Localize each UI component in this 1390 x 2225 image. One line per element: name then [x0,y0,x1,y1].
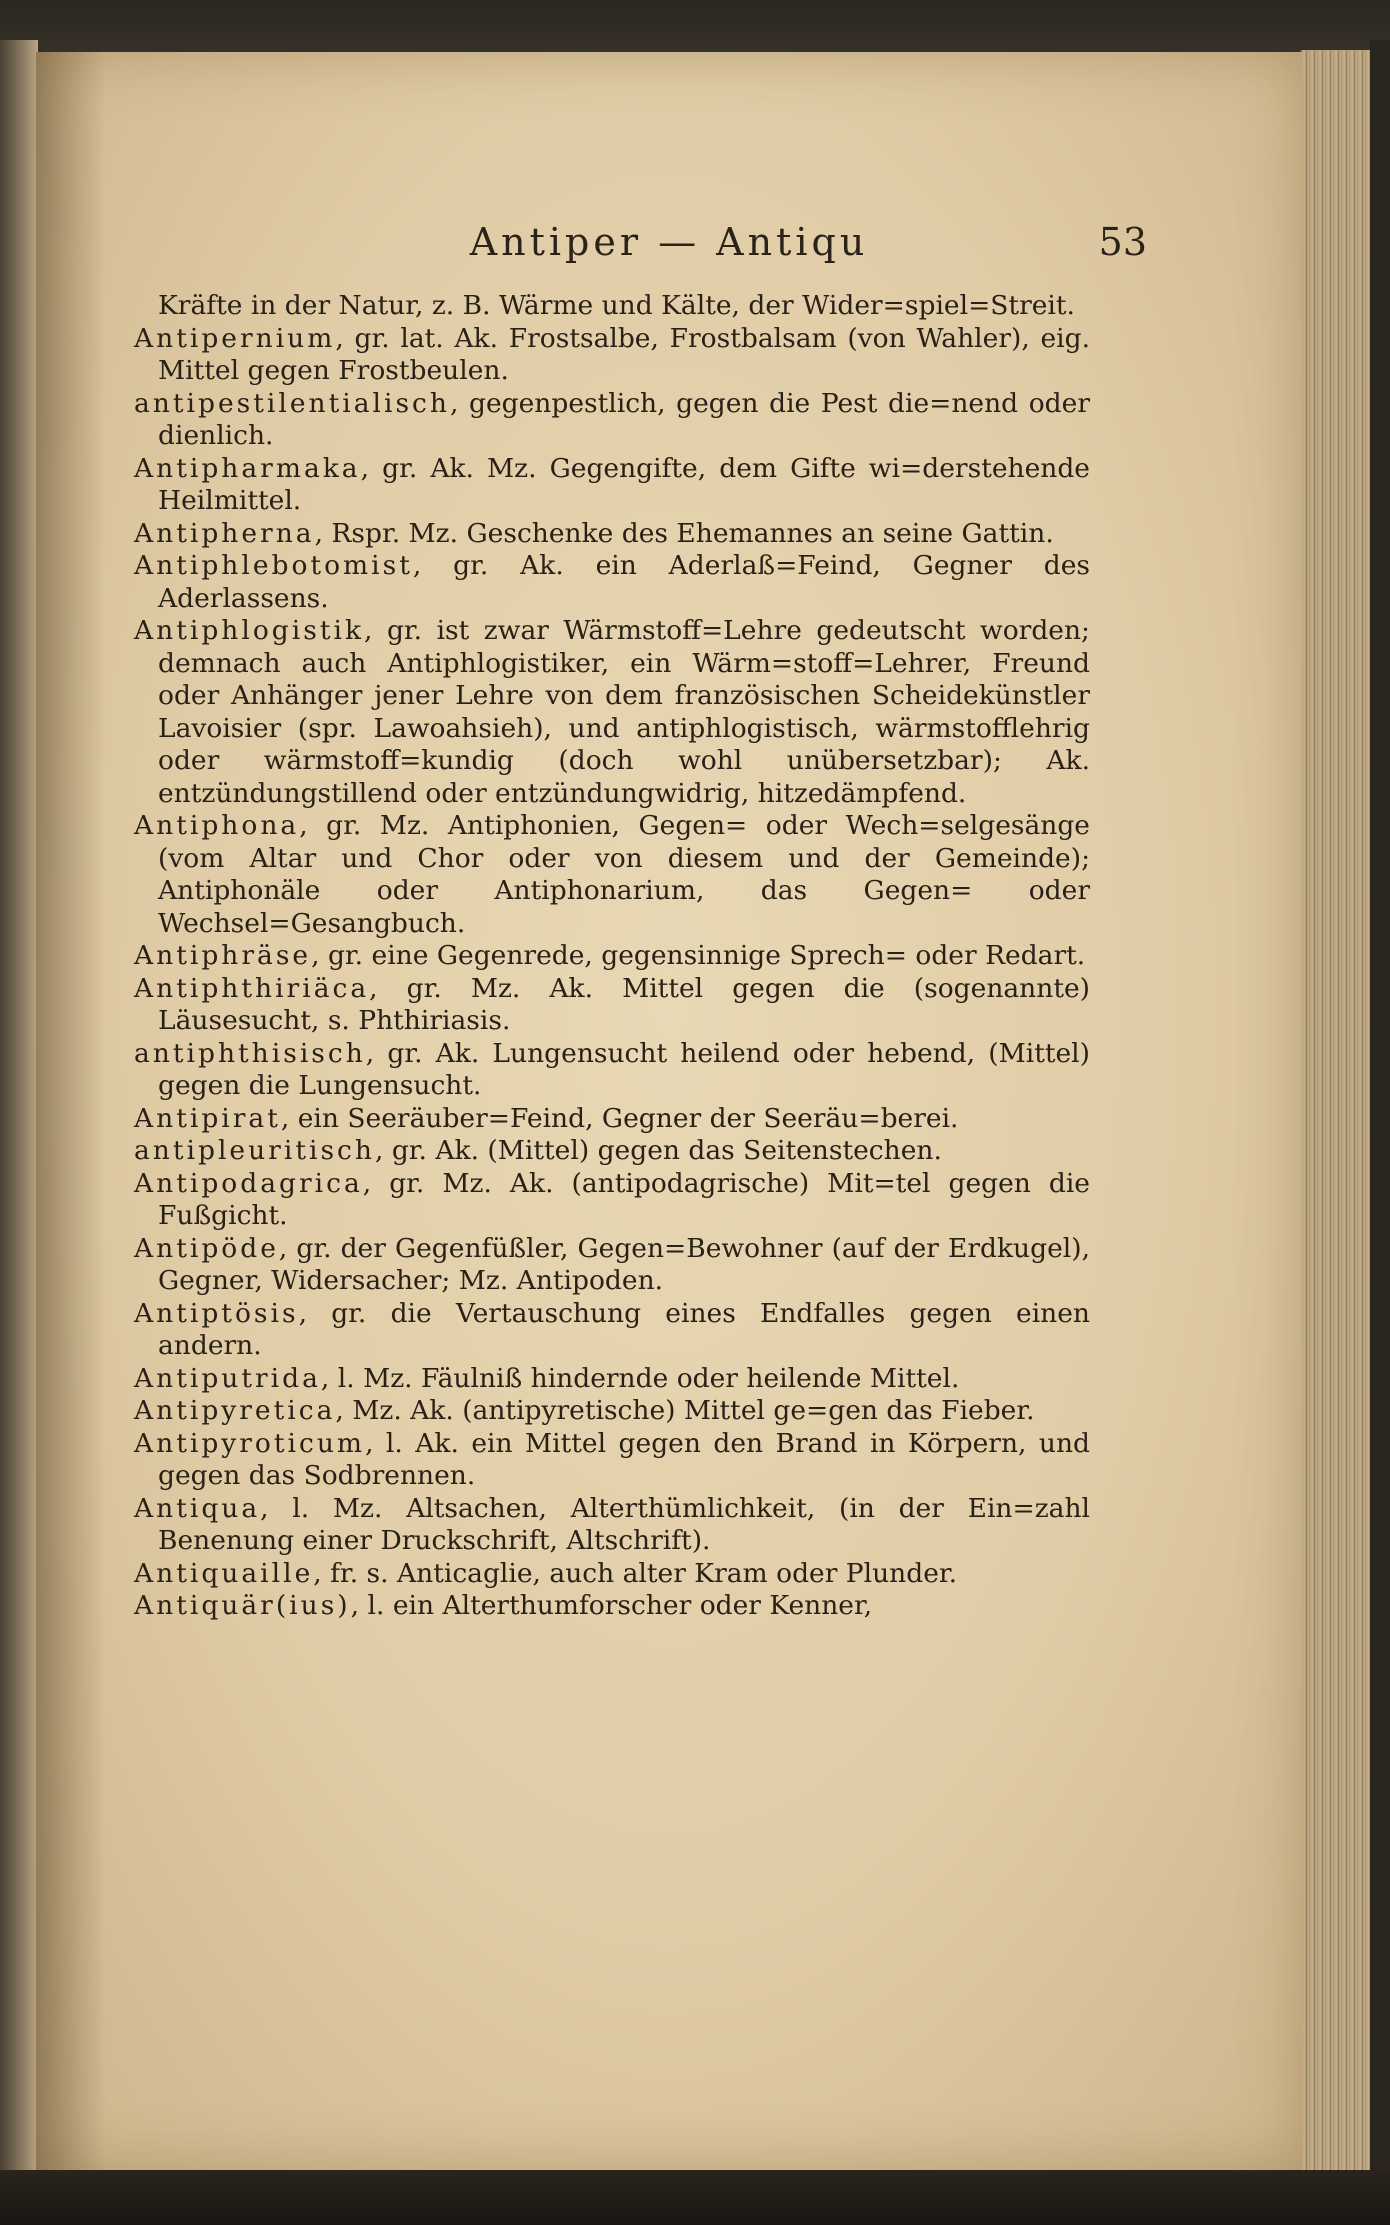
entry-lemma: Antipherna [134,517,315,549]
dictionary-entry [134,518,1090,551]
dictionary-entry [134,1395,1090,1428]
entry-lemma: antiphthisisch [134,1037,366,1069]
entry-text: , gr. eine Gegenrede, gegensinnige Sprech= oder Redart. [311,940,1086,971]
entry-text: , gr. die Vertauschung eines Endfalles gegen einen andern. [158,1297,1090,1361]
entry-lemma: Antiphlebotomist [134,550,413,581]
running-head: Antiper — Antiqu [469,220,869,264]
dictionary-entries [134,290,1090,1623]
entry-text: , Rspr. Mz. Geschenke des Ehemannes an seine Gattin. [314,517,1054,549]
dictionary-entry [134,1493,1090,1558]
entry-text: , gr. Ak. Mz. Gegengifte, dem Gifte wi=derstehende Heilmittel. [158,452,1090,516]
dictionary-entry [134,388,1090,453]
entry-lemma: Antiphona [134,810,300,841]
dictionary-entry [134,550,1090,615]
entry-lemma: Antiquaille [134,1557,314,1589]
dictionary-entry [134,1428,1090,1493]
page-edges [1300,50,1372,2170]
entry-text: , gr. der Gegenfüßler, Gegen=Bewohner (auf der Erdkugel), Gegner, Widersacher; Mz. Antipoden. [158,1232,1090,1296]
entry-text: , gr. Ak. ein Aderlaß=Feind, Gegner des Aderlassens. [158,550,1090,614]
dictionary-entry [134,940,1090,973]
entry-text: , l. Mz. Altsachen, Alterthümlichkeit, (in der Ein=zahl Benenung einer Druckschrift, Altschrift). [158,1492,1090,1556]
dictionary-entry [134,1558,1090,1591]
dictionary-entry [134,1233,1090,1298]
entry-text: , gr. ist zwar Wärmstoff=Lehre gedeutscht worden; demnach auch Antiphlogistiker, ein Wärm=stoff=Lehrer, Freund oder Anhänger jener Lehre von dem französischen Scheidekünstler Lavoisier (spr. Lawoahsieh), und antiphlogistisch, wärmstofflehrig oder wärmstoff=kundig (doch wohl unübersetzbar); Ak. entzündungstillend oder entzündungwidrig, hitzedämpfend. [158,615,1090,809]
entry-text: , gr. lat. Ak. Frostsalbe, Frostbalsam (von Wahler), eig. Mittel gegen Frostbeulen. [158,322,1090,386]
entry-lemma: Antiphlogistik [134,615,365,646]
dictionary-entry [134,615,1090,810]
entry-text: , l. Ak. ein Mittel gegen den Brand in Körpern, und gegen das Sodbrennen. [158,1427,1090,1491]
entry-text: Kräfte in der Natur, z. B. Wärme und Kälte, der Wider=spiel=Streit. [158,290,1075,321]
page-number: 53 [1098,220,1147,264]
entry-lemma: Antipodagrica [134,1167,363,1199]
entry-text: , l. Mz. Fäulniß hindernde oder heilende Mittel. [320,1362,960,1394]
entry-lemma: Antipharmaka [134,452,361,484]
dictionary-entry [134,453,1090,518]
page-header [36,220,1302,280]
entry-lemma: Antiquär(ius) [134,1590,351,1621]
entry-text: , gr. Mz. Ak. Mittel gegen die (sogenannte) Läusesucht, s. Phthiriasis. [158,972,1090,1036]
entry-text: , gegenpestlich, gegen die Pest die=nend oder dienlich. [158,387,1090,451]
dictionary-entry [134,810,1090,940]
dictionary-entry [134,973,1090,1038]
entry-lemma: Antiqua [134,1492,261,1524]
dictionary-entry [134,1298,1090,1363]
entry-lemma: antipestilentialisch [134,387,450,419]
book-spine [0,40,38,2170]
dictionary-entry [134,1168,1090,1233]
entry-lemma: Antipernium [134,322,336,354]
dictionary-entry [134,323,1090,388]
entry-lemma: Antipyroticum [134,1427,366,1459]
entry-lemma: Antiputrida [134,1362,321,1394]
entry-text: , fr. s. Anticaglie, auch alter Kram oder Plunder. [313,1557,958,1589]
dictionary-entry [134,1363,1090,1396]
scan-border-right [1370,40,1390,2190]
scan-border-bottom [0,2170,1390,2225]
entry-lemma: Antiptösis [134,1297,299,1329]
entry-lemma: Antiphthiriäca [134,972,370,1004]
entry-text: , Mz. Ak. (antipyretische) Mittel ge=gen das Fieber. [335,1395,1035,1426]
entry-text: , ein Seeräuber=Feind, Gegner der Seeräu=berei. [280,1102,959,1134]
entry-text: , l. ein Alterthumforscher oder Kenner, [350,1590,873,1621]
entry-lemma: Antipöde [134,1232,279,1264]
entry-text: , gr. Ak. Lungensucht heilend oder hebend, (Mittel) gegen die Lungensucht. [158,1037,1090,1101]
page-gutter-shadow [36,52,106,2170]
dictionary-entry [134,1135,1090,1168]
dictionary-entry [134,1038,1090,1103]
entry-text: , gr. Mz. Ak. (antipodagrische) Mit=tel gegen die Fußgicht. [158,1167,1090,1231]
entry-lemma: Antipyretica [134,1395,336,1426]
dictionary-entry [134,1590,1090,1623]
entry-lemma: Antipirat [134,1102,281,1134]
dictionary-entry [134,1103,1090,1136]
dictionary-entry [134,290,1090,323]
entry-text: , gr. Mz. Antiphonien, Gegen= oder Wech=selgesänge (vom Altar und Chor oder von diesem und der Gemeinde); Antiphonäle oder Antiphonarium, das Gegen= oder Wechsel=Gesangbuch. [158,810,1090,939]
entry-lemma: antipleuritisch [134,1135,375,1166]
entry-text: , gr. Ak. (Mittel) gegen das Seitenstechen. [374,1135,942,1166]
entry-lemma: Antiphräse [134,940,312,971]
